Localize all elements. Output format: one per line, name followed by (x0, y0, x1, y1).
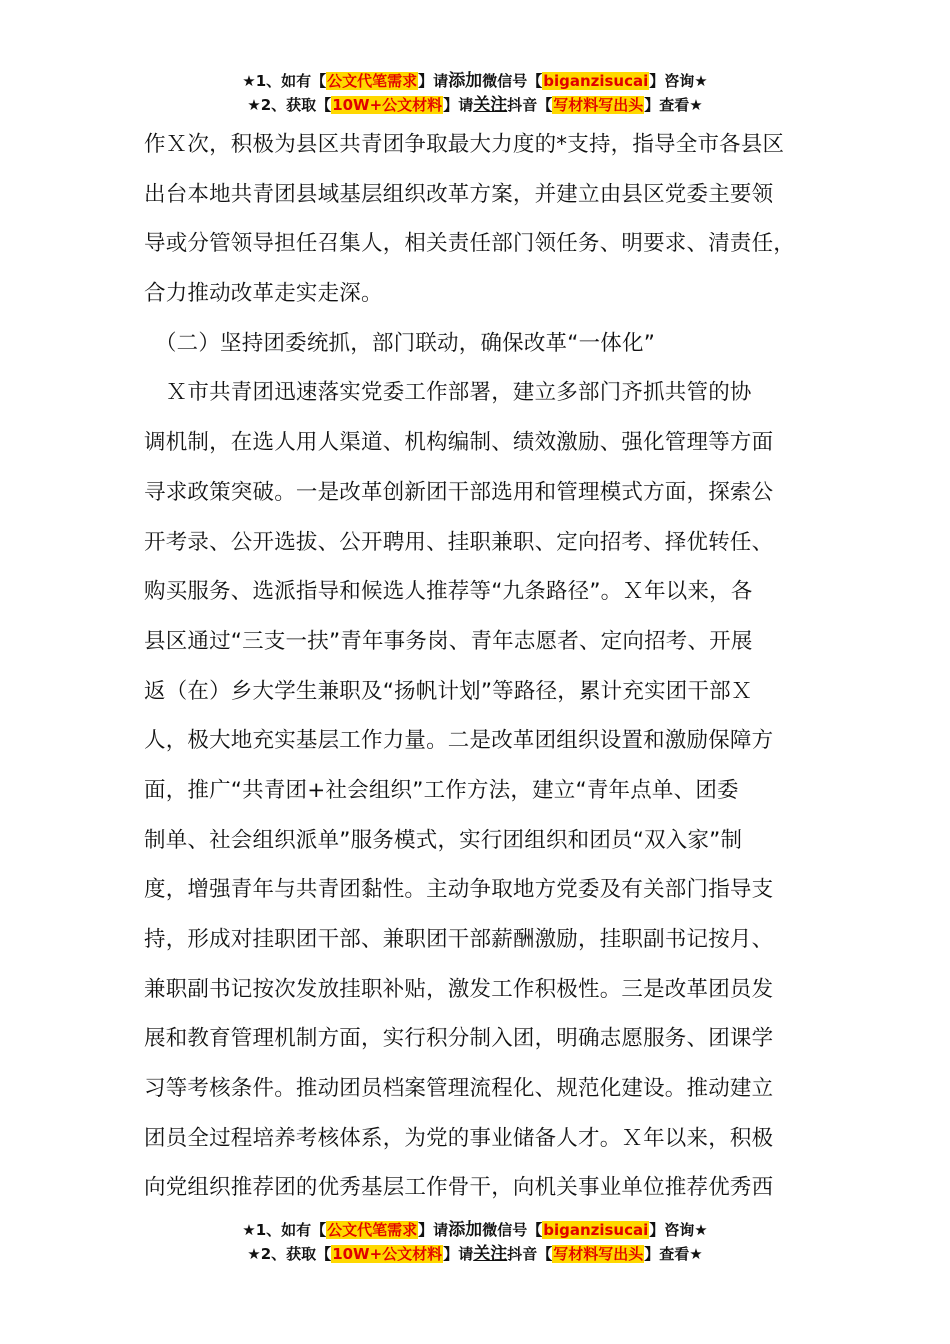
body-line: 县区通过“三支一扶”青年事务岗、青年志愿者、定向招考、开展 (144, 628, 753, 654)
highlight-wechat-id: biganzisucai (543, 1221, 649, 1239)
star-icon: ★ (242, 72, 256, 90)
body-line: 合力推动改革走实走深。 (144, 281, 383, 307)
star-icon: ★ (689, 96, 703, 114)
body-line: 导或分管领导担任召集人，相关责任部门领任务、明要求、清责任， (144, 231, 796, 257)
banner-text: 抖音【 (507, 1245, 553, 1263)
footer-banner-line-1 (0, 1220, 950, 1240)
banner-text: 1、如有【 (255, 72, 327, 90)
body-line: 团员全过程培养考核体系，为党的事业储备人才。Ｘ年以来，积极 (144, 1125, 774, 1151)
body-line: 兼职副书记按次发放挂职补贴，激发工作积极性。三是改革团员发 (144, 976, 774, 1002)
banner-text: 】请 (418, 72, 449, 90)
body-line: 出台本地共青团县域基层组织改革方案，并建立由县区党委主要领 (144, 181, 774, 207)
header-banner-line-1 (0, 71, 950, 91)
body-line: 返（在）乡大学生兼职及“扬帆计划”等路径，累计充实团干部Ｘ (144, 678, 753, 704)
body-line: Ｘ市共青团迅速落实党委工作部署，建立多部门齐抓共管的协 (144, 380, 752, 406)
banner-text: 1、如有【 (255, 1221, 327, 1239)
banner-text: 】请 (418, 1221, 449, 1239)
banner-emphasis: 关注 (473, 95, 508, 115)
banner-emphasis: 添加 (448, 71, 483, 91)
body-line: 寻求政策突破。一是改革创新团干部选用和管理模式方面，探索公 (144, 479, 774, 505)
banner-text: 2、获取【 (260, 96, 332, 114)
banner-text: 】请 (443, 96, 474, 114)
highlight-service: 公文代笔需求 (327, 1221, 418, 1239)
document-body (144, 127, 844, 1220)
body-line: 展和教育管理机制方面，实行积分制入团，明确志愿服务、团课学 (144, 1026, 774, 1052)
highlight-materials: 10W+公文材料 (332, 96, 443, 114)
banner-text: 】咨询 (649, 1221, 695, 1239)
body-line: 调机制，在选人用人渠道、机构编制、绩效激励、强化管理等方面 (144, 430, 774, 456)
highlight-materials: 10W+公文材料 (332, 1245, 443, 1263)
star-icon: ★ (689, 1245, 703, 1263)
body-line: 开考录、公开选拔、公开聘用、挂职兼职、定向招考、择优转任、 (144, 529, 774, 555)
body-line: 面，推广“共青团+社会组织”工作方法，建立“青年点单、团委 (144, 777, 739, 803)
star-icon: ★ (694, 1221, 708, 1239)
body-line: 作Ｘ次，积极为县区共青团争取最大力度的*支持，指导全市各县区 (144, 132, 785, 157)
banner-text: 】查看 (644, 96, 690, 114)
banner-text: 】请 (443, 1245, 474, 1263)
banner-emphasis: 添加 (448, 1220, 483, 1240)
body-line: 习等考核条件。推动团员档案管理流程化、规范化建设。推动建立 (144, 1076, 774, 1102)
star-icon: ★ (694, 72, 708, 90)
body-line: 度，增强青年与共青团黏性。主动争取地方党委及有关部门指导支 (144, 877, 774, 903)
footer-banner-line-2 (0, 1244, 950, 1264)
body-line: 制单、社会组织派单”服务模式，实行团组织和团员“双入家”制 (144, 827, 743, 853)
body-line: 持，形成对挂职团干部、兼职团干部薪酬激励，挂职副书记按月、 (144, 927, 774, 952)
banner-emphasis: 关注 (473, 1244, 508, 1264)
banner-text: 微信号【 (482, 1221, 543, 1239)
body-line: 人，极大地充实基层工作力量。二是改革团组织设置和激励保障方 (144, 728, 774, 754)
body-line: 向党组织推荐团的优秀基层工作骨干，向机关事业单位推荐优秀西 (144, 1175, 774, 1201)
banner-text: 抖音【 (507, 96, 553, 114)
header-banner-line-2 (0, 95, 950, 115)
body-line: 购买服务、选派指导和候选人推荐等“九条路径”。Ｘ年以来，各 (144, 579, 753, 605)
banner-text: 】咨询 (649, 72, 695, 90)
highlight-douyin-account: 写材料写出头 (553, 96, 644, 114)
banner-text: 】查看 (644, 1245, 690, 1263)
star-icon: ★ (247, 96, 261, 114)
star-icon: ★ (242, 1221, 256, 1239)
highlight-service: 公文代笔需求 (327, 72, 418, 90)
banner-text: 微信号【 (482, 72, 543, 90)
highlight-wechat-id: biganzisucai (543, 72, 649, 90)
star-icon: ★ (247, 1245, 261, 1263)
highlight-douyin-account: 写材料写出头 (553, 1245, 644, 1263)
banner-text: 2、获取【 (260, 1245, 332, 1263)
body-line: （二）坚持团委统抓，部门联动，确保改革“一体化” (144, 330, 656, 356)
